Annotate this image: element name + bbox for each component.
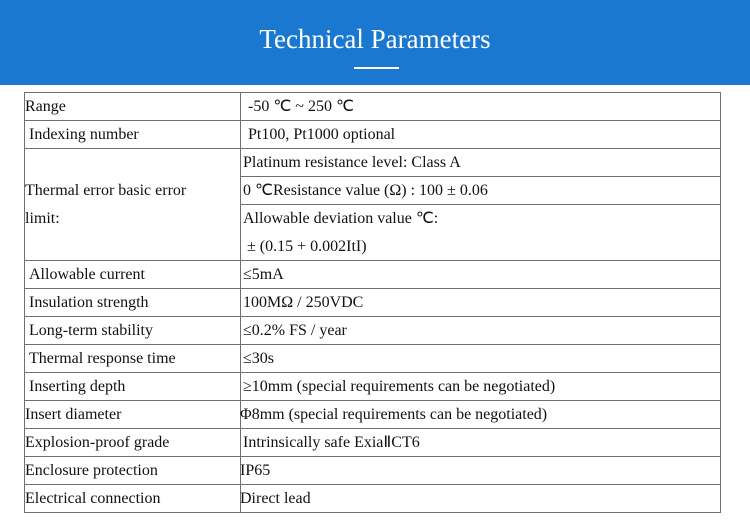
title-underline	[354, 67, 399, 69]
connection-label: Electrical connection	[25, 490, 161, 507]
current-label: Allowable current	[29, 266, 145, 283]
response-value: ≤30s	[243, 350, 275, 367]
thermal-value-formula: ± (0.15 + 0.002ItI)	[247, 238, 367, 255]
explosion-label: Explosion-proof grade	[25, 434, 170, 451]
indexing-label: Indexing number	[29, 126, 139, 143]
response-label: Thermal response time	[29, 350, 176, 367]
depth-label: Inserting depth	[29, 378, 126, 395]
depth-value: ≥10mm (special requirements can be negotiated)	[243, 378, 556, 395]
enclosure-value: IP65	[240, 462, 271, 479]
diameter-value: Φ8mm (special requirements can be negotiated)	[240, 406, 548, 423]
thermal-error-label-line2: limit:	[25, 210, 60, 227]
indexing-value: Pt100, Pt1000 optional	[248, 126, 396, 143]
thermal-value-deviation: Allowable deviation value ℃:	[243, 210, 439, 227]
insulation-value: 100MΩ / 250VDC	[243, 294, 364, 311]
diameter-label: Insert diameter	[25, 406, 122, 423]
stability-value: ≤0.2% FS / year	[243, 322, 347, 339]
explosion-value: Intrinsically safe ExiaⅡCT6	[243, 434, 420, 451]
range-label: Range	[25, 98, 66, 115]
page-title: Technical Parameters	[259, 24, 491, 54]
thermal-value-resistance: 0 ℃Resistance value (Ω) : 100 ± 0.06	[243, 182, 488, 199]
connection-value: Direct lead	[240, 490, 311, 507]
header-banner	[0, 0, 750, 85]
thermal-value-class: Platinum resistance level: Class A	[243, 154, 461, 171]
insulation-label: Insulation strength	[29, 294, 149, 311]
current-value: ≤5mA	[243, 266, 284, 283]
column-divider	[240, 93, 241, 512]
parameters-table	[24, 92, 721, 513]
thermal-error-label-line1: Thermal error basic error	[25, 182, 187, 199]
enclosure-label: Enclosure protection	[25, 462, 158, 479]
range-value: -50 ℃ ~ 250 ℃	[248, 98, 354, 115]
stability-label: Long-term stability	[29, 322, 153, 339]
